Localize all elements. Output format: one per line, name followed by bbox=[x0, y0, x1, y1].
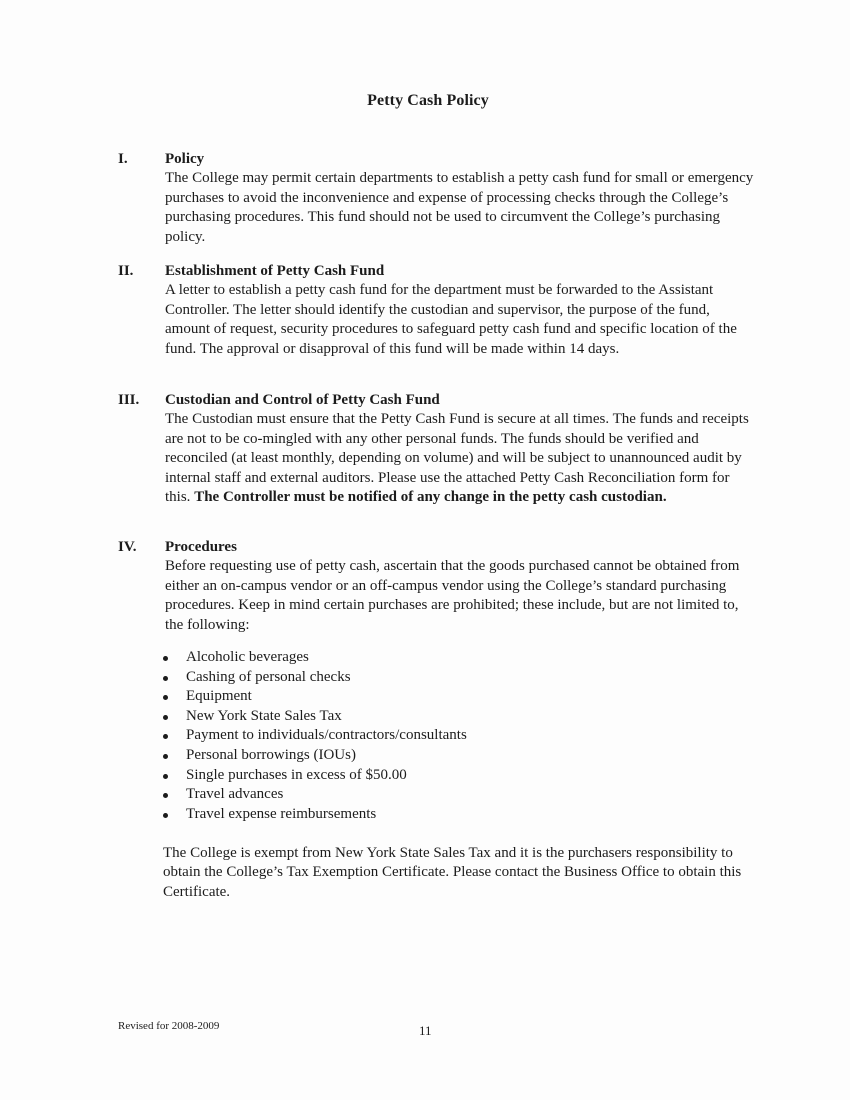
section-number: II. bbox=[118, 263, 134, 279]
list-item: Travel advances bbox=[163, 785, 723, 805]
section-body bbox=[165, 391, 755, 507]
section-text bbox=[165, 410, 755, 507]
list-item: New York State Sales Tax bbox=[163, 707, 723, 727]
list-item: Alcoholic beverages bbox=[163, 648, 723, 668]
section-heading: Custodian and Control of Petty Cash Fund bbox=[165, 392, 440, 408]
section-heading: Procedures bbox=[165, 539, 237, 555]
bullet-icon bbox=[163, 695, 168, 700]
bullet-icon bbox=[163, 715, 168, 720]
section-heading: Policy bbox=[165, 151, 205, 167]
prohibited-items-list bbox=[163, 648, 723, 824]
bullet-icon bbox=[163, 813, 168, 818]
list-item: Payment to individuals/contractors/consultants bbox=[163, 726, 723, 746]
section-body bbox=[165, 262, 755, 359]
bullet-icon bbox=[163, 656, 168, 661]
page-number: 11 bbox=[419, 1023, 432, 1038]
list-item: Equipment bbox=[163, 687, 723, 707]
bullet-icon bbox=[163, 676, 168, 681]
section-body bbox=[165, 538, 755, 635]
closing-paragraph: The College is exempt from New York State Sales Tax and it is the purchasers responsibility to obtain the College’s Tax Exemption Certificate. Please contact the Business Office to obtain this Certificate. bbox=[163, 845, 742, 900]
list-item: Personal borrowings (IOUs) bbox=[163, 746, 723, 766]
bullet-icon bbox=[163, 774, 168, 779]
list-item: Single purchases in excess of $50.00 bbox=[163, 766, 723, 786]
section-text: Before requesting use of petty cash, ascertain that the goods purchased cannot be obtained from either an on-campus vendor or an off-campus vendor using the College’s standard purchasing procedures. Keep in mind certain purchases are prohibited; these include, but are not limited to, the following: bbox=[165, 558, 740, 633]
section-heading: Establishment of Petty Cash Fund bbox=[165, 263, 385, 279]
section-text: A letter to establish a petty cash fund for the department must be forwarded to the Assistant Controller. The letter should identify the custodian and supervisor, the purpose of the fund, amount of request, security procedures to safeguard petty cash fund and specific location of the fund. The approval or disapproval of this fund will be made within 14 days. bbox=[165, 282, 737, 357]
bullet-icon bbox=[163, 754, 168, 759]
section-text-regular: The Custodian must ensure that the Petty Cash Fund is secure at all times. The funds and receipts are not to be co-mingled with any other personal funds. The funds should be verified and reconciled (at least monthly, depending on volume) and will be subject to unannounced audit by internal staff and external auditors. Please use the attached Petty Cash Reconciliation form for this. bbox=[165, 411, 749, 506]
section-number: IV. bbox=[118, 539, 137, 555]
section-body bbox=[165, 150, 755, 247]
page-title: Petty Cash Policy bbox=[367, 92, 489, 109]
section-number: III. bbox=[118, 392, 140, 408]
list-item: Cashing of personal checks bbox=[163, 668, 723, 688]
section-number: I. bbox=[118, 151, 128, 167]
revision-note: Revised for 2008-2009 bbox=[118, 1020, 220, 1032]
section-text: The College may permit certain departments to establish a petty cash fund for small or emergency purchases to avoid the inconvenience and expense of processing checks through the College’s purchasing procedures. This fund should not be used to circumvent the College’s purchasing policy. bbox=[165, 170, 754, 245]
list-item: Travel expense reimbursements bbox=[163, 805, 723, 825]
bullet-icon bbox=[163, 793, 168, 798]
custodian-change-notice: The Controller must be notified of any change in the petty cash custodian. bbox=[194, 489, 667, 506]
bullet-icon bbox=[163, 734, 168, 739]
